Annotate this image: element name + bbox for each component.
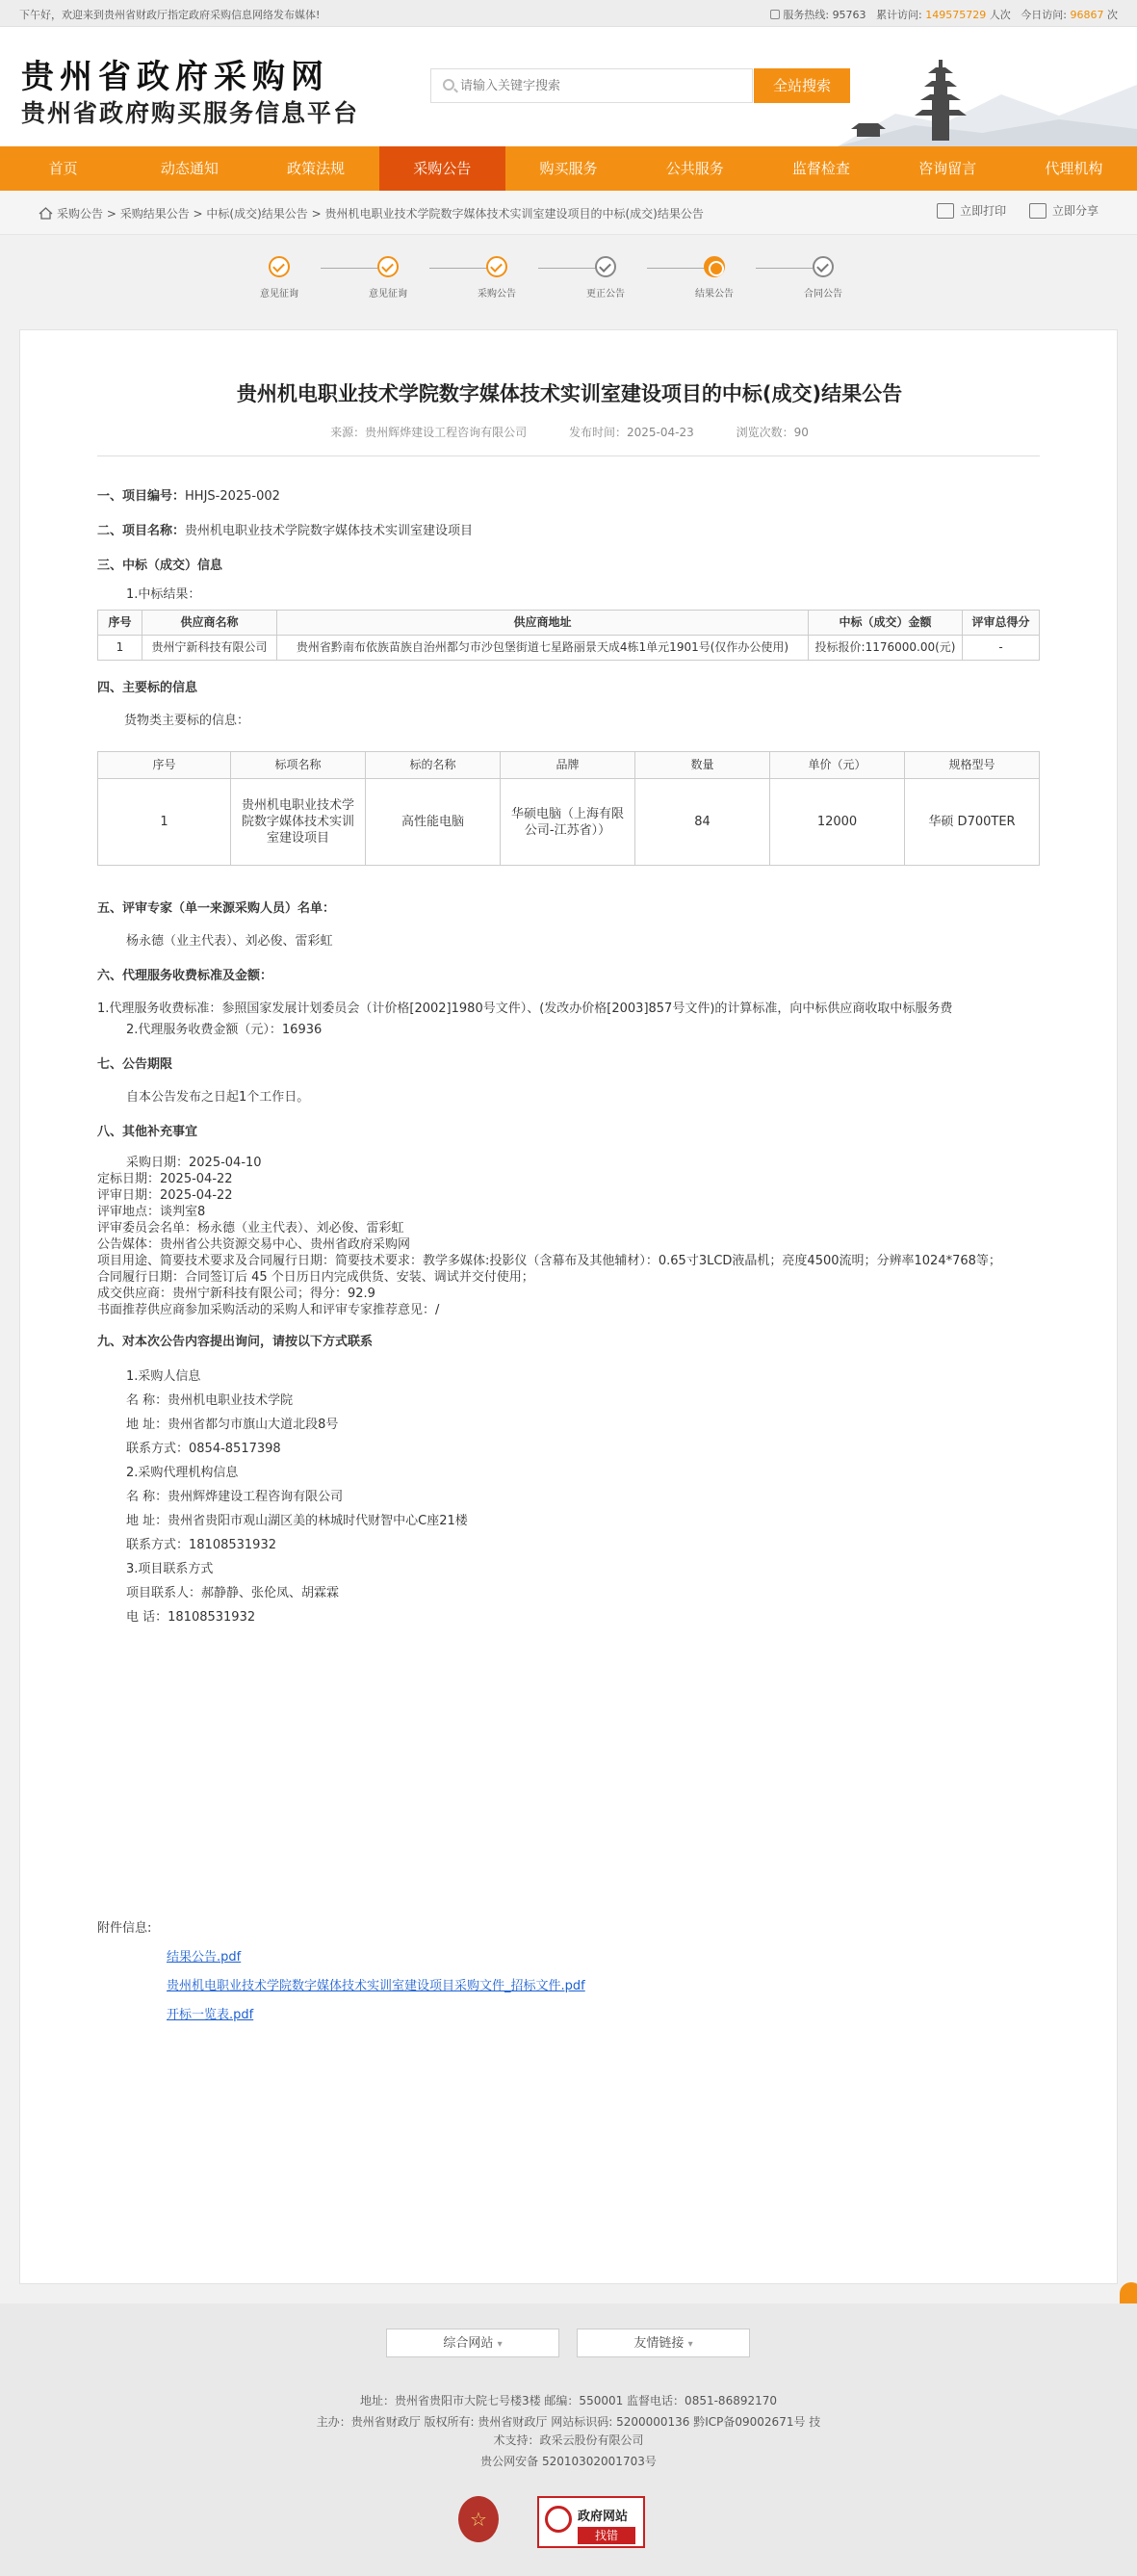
qr-share-icon <box>1029 203 1047 219</box>
magnifier-icon <box>545 2506 572 2533</box>
table-cell: 1 <box>98 779 231 866</box>
section-notice-period: 七、公告期限 <box>97 1057 173 1072</box>
contact-line: 联系方式：0854-8517398 <box>126 1442 281 1456</box>
award-result-label: 1.中标结果： <box>126 587 201 602</box>
breadcrumb-item[interactable]: 采购公告 <box>57 207 104 221</box>
nav-item[interactable]: 政策法规 <box>287 160 346 177</box>
table-header: 序号 <box>98 752 231 779</box>
site-stats <box>770 7 1118 22</box>
contact-line: 项目联系人：郝静静、张伦凤、胡霖霖 <box>126 1586 340 1600</box>
article-tools <box>917 202 1098 219</box>
section-heading: 一、项目编号： <box>97 489 186 504</box>
section-main-items: 四、主要标的信息 <box>97 681 198 695</box>
attachment-link[interactable]: 开标一览表.pdf <box>167 2008 254 2022</box>
site-logo-subtitle[interactable]: 贵州省政府购买服务信息平台 <box>21 99 360 127</box>
share-button[interactable] <box>1029 204 1098 218</box>
other-matters-list <box>97 1155 1040 1318</box>
home-icon[interactable] <box>39 207 53 220</box>
step-label: 意见征询 <box>369 289 407 299</box>
breadcrumb-bar <box>0 191 1137 235</box>
contact-line: 名 称：贵州机电职业技术学院 <box>126 1393 294 1408</box>
progress-step[interactable] <box>359 256 417 299</box>
breadcrumb-item[interactable]: 采购结果公告 <box>119 207 190 221</box>
table-cell: 高性能电脑 <box>366 779 501 866</box>
notice-period-text: 自本公告发布之日起1个工作日。 <box>126 1090 310 1105</box>
contact-line: 电 话：18108531932 <box>126 1610 256 1625</box>
search-icon <box>443 79 454 91</box>
table-header: 数量 <box>635 752 770 779</box>
goods-items-label: 货物类主要标的信息： <box>124 714 250 728</box>
site-footer <box>0 2303 1137 2576</box>
nav-item[interactable]: 公共服务 <box>665 160 724 177</box>
table-cell: 华硕 D700TER <box>905 779 1040 866</box>
section-heading: 二、项目名称： <box>97 524 186 538</box>
check-circle-icon <box>269 256 290 277</box>
contact-line: 1.采购人信息 <box>126 1369 201 1384</box>
table-header: 规格型号 <box>905 752 1040 779</box>
procurement-progress-steps <box>250 248 886 306</box>
nav-item[interactable]: 监督检查 <box>791 160 850 177</box>
phone-icon <box>770 10 780 19</box>
contact-line: 地 址：贵州省都匀市旗山大道北段8号 <box>126 1418 339 1432</box>
section-contacts: 九、对本次公告内容提出询问，请按以下方式联系 <box>97 1335 374 1349</box>
main-nav <box>0 146 1137 191</box>
table-header: 标项名称 <box>231 752 366 779</box>
progress-step[interactable] <box>577 256 634 299</box>
article-body <box>97 473 1040 2026</box>
step-label: 意见征询 <box>260 289 298 299</box>
section-agency-fee: 六、代理服务收费标准及金额： <box>97 969 273 983</box>
times-unit-2: 次 <box>1107 9 1118 21</box>
printer-icon <box>937 203 954 219</box>
article-source: 来源：贵州辉烨建设工程咨询有限公司 <box>330 426 528 439</box>
table-header: 单价（元） <box>770 752 905 779</box>
article-views: 浏览次数：90 <box>736 426 809 439</box>
attachments-list <box>97 1947 1040 2026</box>
table-header: 品牌 <box>501 752 635 779</box>
other-matters-line: 成交供应商：贵州宁新科技有限公司；得分：92.9 <box>97 1287 375 1301</box>
check-circle-icon <box>595 256 616 277</box>
friendly-links-dropdown[interactable] <box>577 2329 750 2357</box>
site-logo-title[interactable]: 贵州省政府采购网 <box>21 58 329 96</box>
table-header: 评审总得分 <box>963 611 1040 636</box>
step-label: 合同公告 <box>804 289 842 299</box>
pagoda-landscape-illustration <box>838 56 1137 146</box>
contacts-list <box>97 1365 1040 1629</box>
comprehensive-sites-dropdown[interactable] <box>386 2329 559 2357</box>
table-cell: 华硕电脑（上海有限公司-江苏省）） <box>501 779 635 866</box>
check-circle-icon <box>377 256 399 277</box>
project-number: HHJS-2025-002 <box>185 489 280 504</box>
footer-tech-support: 术支持：政采云股份有限公司 <box>493 2433 644 2447</box>
search-input[interactable] <box>460 69 749 102</box>
progress-step[interactable] <box>794 256 852 299</box>
print-label: 立即打印 <box>960 204 1007 218</box>
article-date: 发布时间：2025-04-23 <box>568 426 694 439</box>
check-circle-icon <box>813 256 834 277</box>
section-other-matters: 八、其他补充事宜 <box>97 1125 198 1139</box>
table-cell: 1 <box>98 636 142 661</box>
print-button[interactable] <box>937 204 1006 218</box>
contact-line: 2.采购代理机构信息 <box>126 1466 239 1480</box>
share-label: 立即分享 <box>1051 204 1098 218</box>
dropdown-label: 综合网站 <box>443 2336 494 2351</box>
search-button[interactable]: 全站搜索 <box>754 68 850 103</box>
table-cell: 12000 <box>770 779 905 866</box>
agency-fee-amount: 2.代理服务收费金额（元）：16936 <box>126 1023 323 1037</box>
table-cell: 贵州宁新科技有限公司 <box>142 636 277 661</box>
other-matters-line: 定标日期：2025-04-22 <box>97 1172 233 1186</box>
dropdown-label: 友情链接 <box>633 2336 685 2351</box>
nav-item[interactable]: 首页 <box>48 160 78 177</box>
contact-line: 名 称：贵州辉烨建设工程咨询有限公司 <box>126 1490 344 1504</box>
hotline-number: 95763 <box>832 9 866 21</box>
table-header: 供应商名称 <box>142 611 277 636</box>
contact-line: 地 址：贵州省贵阳市观山湖区美的林城时代财智中心C座21楼 <box>126 1514 468 1528</box>
other-matters-line: 评审地点：谈判室8 <box>97 1205 206 1219</box>
article-card <box>19 329 1118 2284</box>
divider <box>97 455 1040 456</box>
table-row <box>98 636 1040 661</box>
other-matters-line: 评审委员会名单：杨永德（业主代表）、刘必俊、雷彩虹 <box>97 1221 404 1236</box>
progress-step[interactable] <box>685 256 743 299</box>
total-visits-label: 累计访问: <box>876 9 922 21</box>
section-experts: 五、评审专家（单一来源采购人员）名单： <box>97 901 336 916</box>
goods-table <box>97 751 1040 866</box>
footer-copyright: 主办：贵州省财政厅 版权所有: 贵州省财政厅 网站标识码: 5200000136 黔ICP备09002671号 技 <box>316 2415 821 2429</box>
project-name: 贵州机电职业技术学院数字媒体技术实训室建设项目 <box>185 524 474 538</box>
today-visits-label: 今日访问: <box>1021 9 1067 21</box>
step-label: 结果公告 <box>695 289 734 299</box>
badge-title: 政府网站 <box>578 2510 629 2524</box>
nav-item[interactable]: 购买服务 <box>539 160 598 177</box>
gov-site-error-report-badge[interactable] <box>537 2496 645 2548</box>
other-matters-line: 采购日期：2025-04-10 <box>126 1156 262 1170</box>
table-header-row <box>98 752 1040 779</box>
experts-list: 杨永德（业主代表）、刘必俊、雷彩虹 <box>126 934 333 949</box>
agency-fee-standard: 1.代理服务收费标准：参照国家发展计划委员会（计价格[2002]1980号文件）、(发改办价格[2003]857号文件)的计算标准，向中标供应商收取中标服务费 <box>97 1002 953 1016</box>
other-matters-line: 公告媒体：贵州省公共资源交易中心、贵州省政府采购网 <box>97 1237 411 1252</box>
footer-police-record: 贵公网安备 52010302001703号 <box>480 2455 657 2468</box>
progress-step[interactable] <box>250 256 308 299</box>
search-box <box>430 68 753 103</box>
times-unit: 人次 <box>989 9 1011 21</box>
table-cell: 贵州省黔南布依族苗族自治州都匀市沙包堡街道七星路丽景天成4栋1单元1901号(仅作办公使用) <box>277 636 809 661</box>
nav-item[interactable]: 动态通知 <box>160 160 219 177</box>
current-step-icon <box>704 256 725 277</box>
contact-line: 3.项目联系方式 <box>126 1562 214 1576</box>
section-award-info: 三、中标（成交）信息 <box>97 559 223 573</box>
nav-item[interactable]: 代理机构 <box>1045 160 1103 177</box>
today-visits: 96867 <box>1070 9 1104 21</box>
other-matters-line: 书面推荐供应商参加采购活动的采购人和评审专家推荐意见：/ <box>97 1303 440 1317</box>
welcome-text: 下午好，欢迎来到贵州省财政厅指定政府采购信息网络发布媒体! <box>19 9 321 21</box>
attachment-link[interactable]: 贵州机电职业技术学院数字媒体技术实训室建设项目采购文件_招标文件.pdf <box>167 1979 585 1993</box>
breadcrumb: 采购公告 > 采购结果公告 > 中标(成交)结果公告 > 贵州机电职业技术学院数字媒体技术实训室建设项目的中标(成交)结果公告 <box>39 205 704 221</box>
breadcrumb-current: 贵州机电职业技术学院数字媒体技术实训室建设项目的中标(成交)结果公告 <box>324 207 704 221</box>
chevron-down-icon: ▾ <box>497 2339 503 2350</box>
check-circle-icon <box>486 256 507 277</box>
table-row <box>98 779 1040 866</box>
nav-item[interactable]: 采购公告 <box>379 146 505 191</box>
table-header: 供应商地址 <box>277 611 809 636</box>
table-header: 标的名称 <box>366 752 501 779</box>
total-visits: 149575729 <box>925 9 987 21</box>
other-matters-line: 项目用途、简要技术要求及合同履行日期：简要技术要求：教学多媒体:投影仪（含幕布及其他辅材）：0.65寸3LCD液晶机；亮度4500流明；分辨率1024*768等； <box>97 1254 1001 1268</box>
table-cell: 84 <box>635 779 770 866</box>
section-project-name <box>97 521 1040 542</box>
nav-item[interactable]: 咨询留言 <box>918 160 977 177</box>
article-title: 贵州机电职业技术学院数字媒体技术实训室建设项目的中标(成交)结果公告 <box>236 382 903 405</box>
table-cell: 贵州机电职业技术学院数字媒体技术实训室建设项目 <box>231 779 366 866</box>
hotline-label: 服务热线: <box>783 9 830 21</box>
table-cell: 投标报价:1176000.00(元) <box>809 636 963 661</box>
site-header <box>0 27 1137 146</box>
table-header-row <box>98 611 1040 636</box>
contact-line: 联系方式：18108531932 <box>126 1538 276 1552</box>
breadcrumb-item[interactable]: 中标(成交)结果公告 <box>206 207 308 221</box>
table-header: 序号 <box>98 611 142 636</box>
footer-address: 地址：贵州省贵阳市大院七号楼3楼 邮编：550001 监督电话：0851-86892170 <box>359 2394 778 2407</box>
other-matters-line: 评审日期：2025-04-22 <box>97 1188 233 1203</box>
award-table <box>97 610 1040 661</box>
attachments-label: 附件信息: <box>97 1921 152 1936</box>
table-header: 中标（成交）金额 <box>809 611 963 636</box>
article-meta <box>20 424 1119 440</box>
top-bar <box>0 0 1137 27</box>
attachment-link[interactable]: 结果公告.pdf <box>167 1950 242 1965</box>
step-label: 采购公告 <box>478 289 516 299</box>
party-emblem-badge-icon[interactable]: ☆ <box>458 2496 499 2542</box>
step-label: 更正公告 <box>586 289 625 299</box>
section-project-number <box>97 486 1040 507</box>
other-matters-line: 合同履行日期：合同签订后 45 个日历日内完成供货、安装、调试并交付使用； <box>97 1270 534 1285</box>
badge-subtitle: 找错 <box>578 2527 635 2544</box>
chevron-down-icon: ▾ <box>687 2339 693 2350</box>
table-cell: - <box>963 636 1040 661</box>
progress-step[interactable] <box>468 256 526 299</box>
